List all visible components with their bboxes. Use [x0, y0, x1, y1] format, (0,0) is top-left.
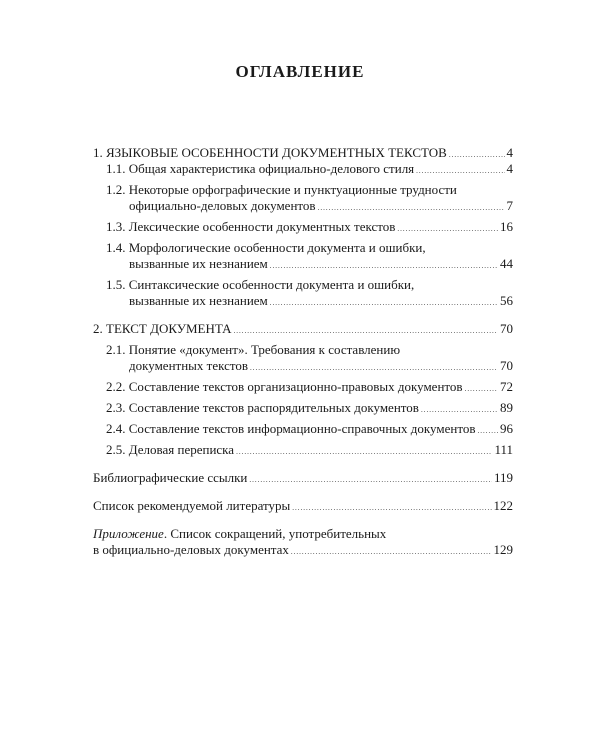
toc-entry-section-1-2[interactable]	[93, 182, 513, 214]
toc-label-line2: официально-деловых документов	[129, 198, 316, 213]
toc-label-line2: вызванные их незнанием	[129, 293, 268, 308]
toc-entry-section-1-3[interactable]	[93, 219, 513, 235]
toc-entry-section-1-1[interactable]	[93, 161, 513, 177]
toc-label: 2.2. Составление текстов организационно-правовых документов	[106, 379, 463, 394]
toc-label: 2.5. Деловая переписка	[106, 442, 235, 457]
toc-entry-section-2-5[interactable]	[93, 442, 513, 458]
toc-page-number: 89	[500, 400, 513, 415]
toc-leader-dots	[249, 472, 492, 488]
toc-leader-dots	[234, 323, 498, 339]
toc-entry-bibliography[interactable]	[93, 470, 513, 486]
toc-label: Список рекомендуемой литературы	[93, 498, 291, 513]
toc-leader-dots	[292, 500, 491, 516]
appendix-italic-label: Приложение	[93, 526, 164, 541]
toc-entry-section-1-4[interactable]	[93, 240, 513, 272]
toc-entry-chapter-2[interactable]	[93, 321, 513, 337]
toc-page-number: 119	[493, 470, 513, 485]
toc-leader-dots	[421, 402, 498, 418]
toc-page-number: 44	[500, 256, 513, 271]
toc-page-number: 70	[500, 321, 513, 336]
toc-label-line1: 1.5. Синтаксические особенности документа и ошибки,	[106, 277, 415, 292]
toc-label-line2: вызванные их незнанием	[129, 256, 268, 271]
toc-page-number: 111	[494, 442, 513, 457]
toc-leader-dots	[397, 221, 498, 237]
toc-entry-chapter-1[interactable]	[93, 145, 513, 161]
toc-entry-literature[interactable]	[93, 498, 513, 514]
toc-label-line1: 1.2. Некоторые орфографические и пунктуационные трудности	[106, 182, 457, 197]
toc-leader-dots	[270, 258, 498, 274]
table-of-contents	[93, 145, 513, 558]
toc-label-line1	[93, 526, 386, 542]
toc-page-number: 70	[500, 358, 513, 373]
toc-label-line1: 2.1. Понятие «документ». Требования к составлению	[106, 342, 401, 357]
toc-leader-dots	[318, 200, 505, 216]
toc-entry-section-1-5[interactable]	[93, 277, 513, 309]
toc-page-number: 129	[493, 542, 513, 557]
toc-label: Библиографические ссылки	[93, 470, 248, 485]
toc-leader-dots	[465, 381, 498, 397]
toc-label-line2: документных текстов	[129, 358, 249, 373]
toc-leader-dots	[236, 444, 492, 460]
toc-page-number: 122	[493, 498, 513, 513]
toc-page-number: 7	[506, 198, 513, 213]
toc-label: 2.3. Составление текстов распорядительных документов	[106, 400, 419, 415]
toc-label-line1: 1.4. Морфологические особенности документа и ошибки,	[106, 240, 426, 255]
toc-entry-section-2-2[interactable]	[93, 379, 513, 395]
toc-entry-section-2-3[interactable]	[93, 400, 513, 416]
toc-entry-section-2-4[interactable]	[93, 421, 513, 437]
toc-leader-dots	[270, 295, 498, 311]
toc-leader-dots	[416, 163, 504, 179]
toc-label-line2: в официально-деловых документах	[93, 542, 289, 557]
toc-leader-dots	[477, 423, 498, 439]
toc-entry-appendix[interactable]	[93, 526, 513, 558]
toc-leader-dots	[250, 360, 498, 376]
toc-label: 2. ТЕКСТ ДОКУМЕНТА	[93, 321, 232, 336]
toc-label: 1. ЯЗЫКОВЫЕ ОСОБЕННОСТИ ДОКУМЕНТНЫХ ТЕКСТОВ	[93, 145, 447, 160]
toc-page-number: 56	[500, 293, 513, 308]
toc-label: 1.1. Общая характеристика официально-делового стиля	[106, 161, 415, 176]
page-title: ОГЛАВЛЕНИЕ	[235, 62, 365, 81]
toc-page-number: 4	[506, 161, 513, 176]
toc-page-number: 72	[500, 379, 513, 394]
appendix-label-rest: . Список сокращений, употребительных	[163, 526, 387, 541]
toc-entry-section-2-1[interactable]	[93, 342, 513, 374]
toc-label: 2.4. Составление текстов информационно-справочных документов	[106, 421, 476, 436]
toc-page-number: 16	[500, 219, 513, 234]
toc-page-number: 4	[506, 145, 513, 160]
toc-page-number: 96	[500, 421, 513, 436]
toc-label: 1.3. Лексические особенности документных текстов	[106, 219, 396, 234]
toc-leader-dots	[291, 544, 492, 560]
